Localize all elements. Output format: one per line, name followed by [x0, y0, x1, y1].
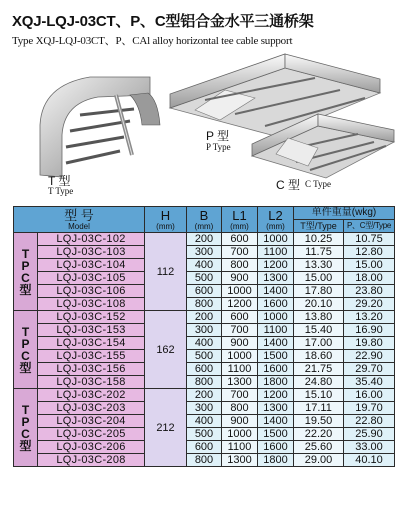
- width-b-cell: 500: [187, 428, 222, 441]
- length-l2-cell: 1500: [258, 428, 294, 441]
- weight-pc-cell: 25.90: [344, 428, 395, 441]
- c-type-product-image: [248, 108, 398, 184]
- model-cell: LQJ-03C-205: [38, 428, 145, 441]
- weight-t-cell: 24.80: [294, 376, 344, 389]
- header-weight-t: T型/Type: [294, 220, 344, 233]
- spec-table-body: [14, 233, 395, 467]
- weight-t-cell: 11.75: [294, 246, 344, 259]
- spec-table: [13, 206, 395, 467]
- p-type-caption-en: P Type: [206, 142, 231, 152]
- weight-pc-cell: 16.90: [344, 324, 395, 337]
- length-l2-cell: 1200: [258, 259, 294, 272]
- t-type-caption: T 型: [48, 174, 71, 188]
- length-l1-cell: 1300: [222, 454, 258, 467]
- header-model-en: Model: [68, 221, 90, 231]
- header-l2-label: L2: [268, 207, 283, 223]
- model-cell: LQJ-03C-153: [38, 324, 145, 337]
- weight-t-cell: 22.20: [294, 428, 344, 441]
- length-l2-cell: 1100: [258, 324, 294, 337]
- length-l1-cell: 900: [222, 272, 258, 285]
- header-h-unit: (mm): [156, 221, 175, 231]
- height-cell: 212: [145, 389, 187, 467]
- length-l2-cell: 1000: [258, 311, 294, 324]
- category-char: T: [21, 402, 30, 417]
- length-l2-cell: 1800: [258, 376, 294, 389]
- model-cell: LQJ-03C-105: [38, 272, 145, 285]
- table-row: [14, 402, 395, 415]
- weight-pc-cell: 19.70: [344, 402, 395, 415]
- t-type-product-image: [20, 55, 170, 185]
- weight-pc-cell: 23.80: [344, 285, 395, 298]
- header-model-label: 型 号: [64, 207, 94, 223]
- category-char: P: [21, 414, 30, 429]
- length-l2-cell: 1500: [258, 350, 294, 363]
- header-b-unit: (mm): [194, 221, 214, 231]
- length-l2-cell: 1600: [258, 441, 294, 454]
- model-cell: LQJ-03C-158: [38, 376, 145, 389]
- header-l1-label: L1: [232, 207, 247, 223]
- model-cell: LQJ-03C-202: [38, 389, 145, 402]
- table-row: [14, 350, 395, 363]
- weight-t-cell: 19.50: [294, 415, 344, 428]
- header-l1: [222, 207, 258, 233]
- weight-pc-cell: 12.80: [344, 246, 395, 259]
- weight-t-cell: 25.60: [294, 441, 344, 454]
- height-cell: 112: [145, 233, 187, 311]
- weight-t-cell: 15.00: [294, 272, 344, 285]
- weight-pc-cell: 29.20: [344, 298, 395, 311]
- table-row: [14, 389, 395, 402]
- weight-t-cell: 17.00: [294, 337, 344, 350]
- weight-pc-cell: 19.80: [344, 337, 395, 350]
- page-subtitle: Type XQJ-LQJ-03CT、P、CAl alloy horizontal tee cable support: [12, 35, 293, 47]
- weight-pc-cell: 33.00: [344, 441, 395, 454]
- model-cell: LQJ-03C-103: [38, 246, 145, 259]
- length-l1-cell: 600: [222, 311, 258, 324]
- category-cell: [14, 311, 38, 389]
- category-char: T: [21, 324, 30, 339]
- weight-pc-cell: 29.70: [344, 363, 395, 376]
- length-l2-cell: 1300: [258, 272, 294, 285]
- table-row: [14, 376, 395, 389]
- weight-pc-cell: 15.00: [344, 259, 395, 272]
- length-l1-cell: 1100: [222, 441, 258, 454]
- weight-t-cell: 13.30: [294, 259, 344, 272]
- length-l1-cell: 700: [222, 324, 258, 337]
- model-cell: LQJ-03C-203: [38, 402, 145, 415]
- category-char: 型: [19, 438, 32, 453]
- category-char: C: [21, 270, 30, 285]
- header-weight-pc: P、C型/Type: [344, 220, 395, 233]
- length-l2-cell: 1200: [258, 389, 294, 402]
- length-l1-cell: 1000: [222, 350, 258, 363]
- width-b-cell: 400: [187, 337, 222, 350]
- weight-pc-cell: 22.80: [344, 415, 395, 428]
- width-b-cell: 800: [187, 376, 222, 389]
- table-row: [14, 285, 395, 298]
- length-l2-cell: 1400: [258, 285, 294, 298]
- table-row: [14, 311, 395, 324]
- length-l2-cell: 1600: [258, 363, 294, 376]
- length-l2-cell: 1400: [258, 337, 294, 350]
- model-cell: LQJ-03C-204: [38, 415, 145, 428]
- category-char: T: [21, 246, 30, 261]
- c-type-caption-en: C Type: [305, 179, 331, 189]
- table-row: [14, 298, 395, 311]
- width-b-cell: 300: [187, 402, 222, 415]
- model-cell: LQJ-03C-208: [38, 454, 145, 467]
- length-l2-cell: 1800: [258, 454, 294, 467]
- length-l2-cell: 1400: [258, 415, 294, 428]
- length-l1-cell: 600: [222, 233, 258, 246]
- weight-t-cell: 21.75: [294, 363, 344, 376]
- table-row: [14, 363, 395, 376]
- header-l1-unit: (mm): [230, 221, 249, 231]
- model-cell: LQJ-03C-156: [38, 363, 145, 376]
- weight-t-cell: 17.11: [294, 402, 344, 415]
- table-row: [14, 441, 395, 454]
- length-l1-cell: 1300: [222, 376, 258, 389]
- weight-t-cell: 18.60: [294, 350, 344, 363]
- category-char: C: [21, 348, 30, 363]
- length-l1-cell: 900: [222, 337, 258, 350]
- width-b-cell: 200: [187, 311, 222, 324]
- header-l2-unit: (mm): [266, 221, 285, 231]
- weight-t-cell: 10.25: [294, 233, 344, 246]
- length-l1-cell: 800: [222, 402, 258, 415]
- length-l1-cell: 1200: [222, 298, 258, 311]
- width-b-cell: 600: [187, 441, 222, 454]
- model-cell: LQJ-03C-106: [38, 285, 145, 298]
- width-b-cell: 600: [187, 363, 222, 376]
- width-b-cell: 400: [187, 415, 222, 428]
- weight-t-cell: 29.00: [294, 454, 344, 467]
- width-b-cell: 800: [187, 454, 222, 467]
- header-weight: 单件重量(wkg): [294, 207, 395, 220]
- weight-pc-cell: 16.00: [344, 389, 395, 402]
- length-l1-cell: 1000: [222, 428, 258, 441]
- width-b-cell: 400: [187, 259, 222, 272]
- model-cell: LQJ-03C-102: [38, 233, 145, 246]
- length-l2-cell: 1300: [258, 402, 294, 415]
- table-row: [14, 233, 395, 246]
- header-b-label: B: [199, 207, 209, 223]
- weight-pc-cell: 40.10: [344, 454, 395, 467]
- width-b-cell: 500: [187, 350, 222, 363]
- table-row: [14, 246, 395, 259]
- weight-pc-cell: 13.20: [344, 311, 395, 324]
- length-l1-cell: 800: [222, 259, 258, 272]
- model-cell: LQJ-03C-155: [38, 350, 145, 363]
- category-char: 型: [19, 360, 32, 375]
- category-cell: [14, 389, 38, 467]
- length-l1-cell: 900: [222, 415, 258, 428]
- width-b-cell: 600: [187, 285, 222, 298]
- header-l2: [258, 207, 294, 233]
- height-cell: 162: [145, 311, 187, 389]
- weight-pc-cell: 22.90: [344, 350, 395, 363]
- model-cell: LQJ-03C-152: [38, 311, 145, 324]
- table-row: [14, 259, 395, 272]
- weight-pc-cell: 18.00: [344, 272, 395, 285]
- category-cell: [14, 233, 38, 311]
- length-l1-cell: 1100: [222, 363, 258, 376]
- length-l1-cell: 700: [222, 246, 258, 259]
- weight-t-cell: 17.80: [294, 285, 344, 298]
- model-cell: LQJ-03C-154: [38, 337, 145, 350]
- category-char: 型: [19, 282, 32, 297]
- table-row: [14, 454, 395, 467]
- model-cell: LQJ-03C-206: [38, 441, 145, 454]
- weight-pc-cell: 35.40: [344, 376, 395, 389]
- weight-t-cell: 15.40: [294, 324, 344, 337]
- header-model: [14, 207, 145, 233]
- weight-pc-cell: 10.75: [344, 233, 395, 246]
- length-l2-cell: 1000: [258, 233, 294, 246]
- weight-t-cell: 13.80: [294, 311, 344, 324]
- width-b-cell: 200: [187, 389, 222, 402]
- table-row: [14, 428, 395, 441]
- weight-t-cell: 15.10: [294, 389, 344, 402]
- model-cell: LQJ-03C-108: [38, 298, 145, 311]
- width-b-cell: 800: [187, 298, 222, 311]
- table-row: [14, 272, 395, 285]
- category-char: P: [21, 258, 30, 273]
- p-type-caption: P 型: [206, 129, 230, 143]
- model-cell: LQJ-03C-104: [38, 259, 145, 272]
- t-type-caption-en: T Type: [48, 186, 74, 196]
- table-row: [14, 337, 395, 350]
- c-type-caption: C 型: [276, 178, 301, 192]
- table-row: [14, 324, 395, 337]
- weight-t-cell: 20.10: [294, 298, 344, 311]
- header-h: [145, 207, 187, 233]
- table-row: [14, 415, 395, 428]
- length-l1-cell: 1000: [222, 285, 258, 298]
- length-l2-cell: 1600: [258, 298, 294, 311]
- width-b-cell: 200: [187, 233, 222, 246]
- length-l2-cell: 1100: [258, 246, 294, 259]
- category-char: C: [21, 426, 30, 441]
- page-title: XQJ-LQJ-03CT、P、C型铝合金水平三通桥架: [12, 13, 314, 30]
- header-b: [187, 207, 222, 233]
- width-b-cell: 300: [187, 324, 222, 337]
- length-l1-cell: 700: [222, 389, 258, 402]
- width-b-cell: 500: [187, 272, 222, 285]
- header-h-label: H: [160, 207, 171, 223]
- category-char: P: [21, 336, 30, 351]
- width-b-cell: 300: [187, 246, 222, 259]
